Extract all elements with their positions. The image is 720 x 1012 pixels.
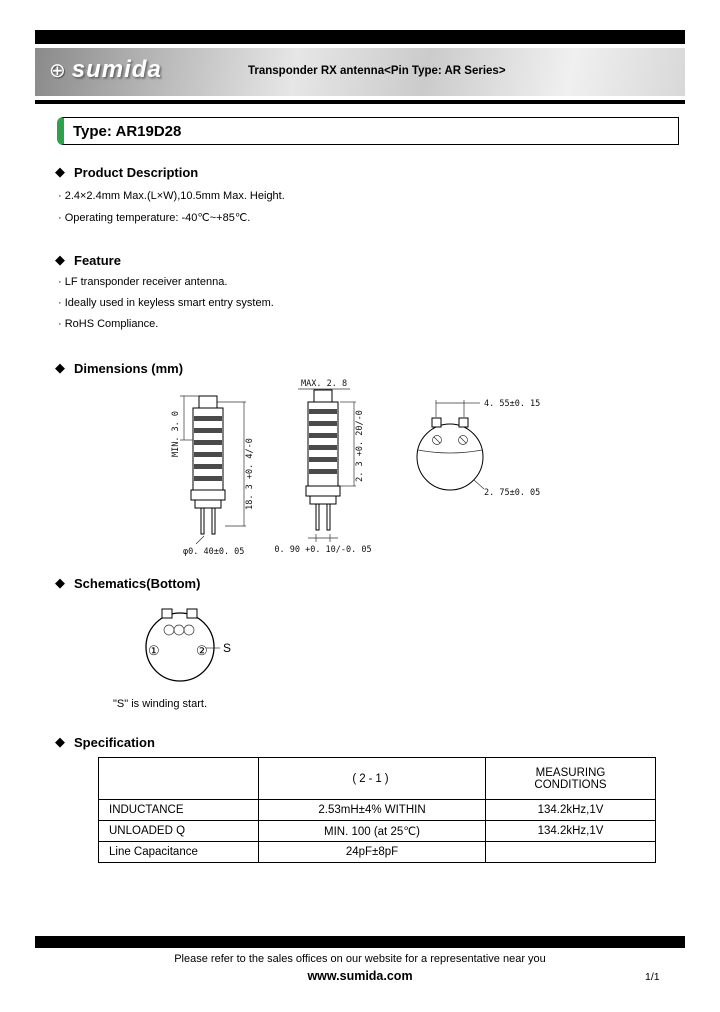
- condition-cell: 134.2kHz,1V: [486, 821, 656, 842]
- header-conditions-cell: [486, 758, 656, 800]
- dim-pin-span: 4. 55±0. 15: [484, 399, 541, 409]
- document-title: Transponder RX antenna<Pin Type: AR Series>: [248, 65, 506, 77]
- value-cell: 2.53mH±4% WITHIN: [259, 800, 486, 821]
- side-view-drawing: [274, 379, 371, 555]
- value-cell: 24pF±8pF: [259, 842, 486, 863]
- section-specification: [55, 734, 155, 750]
- part-type-box: [57, 117, 679, 145]
- value-cell: MIN. 100 (at 25℃): [259, 821, 486, 842]
- header-parameter-cell: [99, 758, 259, 800]
- diamond-bullet-icon: ◆: [55, 252, 65, 267]
- dim-max-height: MAX. 2. 8: [301, 379, 348, 389]
- winding-start-note: "S" is winding start.: [113, 698, 208, 710]
- winding-start-label: S: [223, 641, 232, 655]
- dim-pin-diameter: φ0. 40±0. 05: [183, 547, 245, 557]
- front-view-drawing: [171, 396, 255, 557]
- section-dimensions: [55, 360, 183, 376]
- dim-min-height: MIN. 3. 0: [171, 410, 181, 458]
- specification-table: [98, 757, 656, 863]
- diamond-bullet-icon: ◆: [55, 575, 65, 590]
- parameter-cell: Line Capacitance: [99, 842, 259, 863]
- product-description-item: · Operating temperature: -40℃~+85℃.: [58, 212, 251, 224]
- bottom-schematic-drawing: [130, 599, 260, 694]
- feature-item: · LF transponder receiver antenna.: [58, 276, 228, 288]
- header-value-cell: (2-1): [259, 758, 486, 800]
- parameter-cell: INDUCTANCE: [99, 800, 259, 821]
- footer-rule-bar: [35, 936, 685, 948]
- table-row: [99, 821, 656, 842]
- top-rule-bar: [35, 30, 685, 44]
- section-product-description: [55, 164, 198, 180]
- measuring-conditions-line1: MEASURING: [535, 766, 606, 779]
- product-description-heading: Product Description: [74, 164, 199, 180]
- section-schematics: [55, 575, 200, 591]
- condition-cell: [486, 842, 656, 863]
- header-band: [35, 48, 685, 96]
- sumida-logo-mark-icon: ⊕: [49, 59, 66, 82]
- dim-pin-length: 0. 90 +0. 10/-0. 05: [274, 545, 372, 555]
- table-row: [99, 800, 656, 821]
- sumida-logo: [49, 56, 162, 84]
- coil-loop-icon: [184, 625, 194, 635]
- product-description-item: · 2.4×2.4mm Max.(L×W),10.5mm Max. Height.: [58, 190, 285, 202]
- dimension-drawings: [138, 376, 618, 574]
- coil-loop-icon: [164, 625, 174, 635]
- sumida-logo-text: sumida: [71, 56, 162, 83]
- schematic-pin2-label: ②: [196, 643, 208, 658]
- specification-heading: Specification: [74, 734, 155, 750]
- diamond-bullet-icon: ◆: [55, 164, 65, 179]
- dim-pin-pitch: 2. 75±0. 05: [484, 488, 541, 498]
- diamond-bullet-icon: ◆: [55, 734, 65, 749]
- section-feature: [55, 252, 121, 268]
- table-header-row: [99, 758, 656, 800]
- schematic-pin1-label: ①: [148, 643, 160, 658]
- dim-body-length: 18. 3 +0. 4/-0: [245, 438, 255, 510]
- dim-body-width: 2. 3 +0. 20/-0: [355, 410, 365, 482]
- schematics-heading: Schematics(Bottom): [74, 575, 201, 591]
- condition-cell: 134.2kHz,1V: [486, 800, 656, 821]
- dimensions-heading: Dimensions (mm): [74, 360, 184, 376]
- footer-note: Please refer to the sales offices on our website for a representative near you: [174, 953, 546, 965]
- feature-item: · RoHS Compliance.: [58, 318, 159, 330]
- header-divider: [35, 100, 685, 104]
- footer-website[interactable]: www.sumida.com: [307, 969, 413, 983]
- page-number: 1/1: [645, 971, 660, 983]
- feature-item: · Ideally used in keyless smart entry system.: [58, 297, 274, 309]
- parameter-cell: UNLOADED Q: [99, 821, 259, 842]
- measuring-conditions-line2: CONDITIONS: [534, 778, 607, 791]
- diamond-bullet-icon: ◆: [55, 360, 65, 375]
- part-type-label: Type: AR19D28: [73, 122, 182, 140]
- table-row: [99, 842, 656, 863]
- bottom-view-drawing: [417, 399, 540, 498]
- feature-heading: Feature: [74, 252, 121, 268]
- coil-loop-icon: [174, 625, 184, 635]
